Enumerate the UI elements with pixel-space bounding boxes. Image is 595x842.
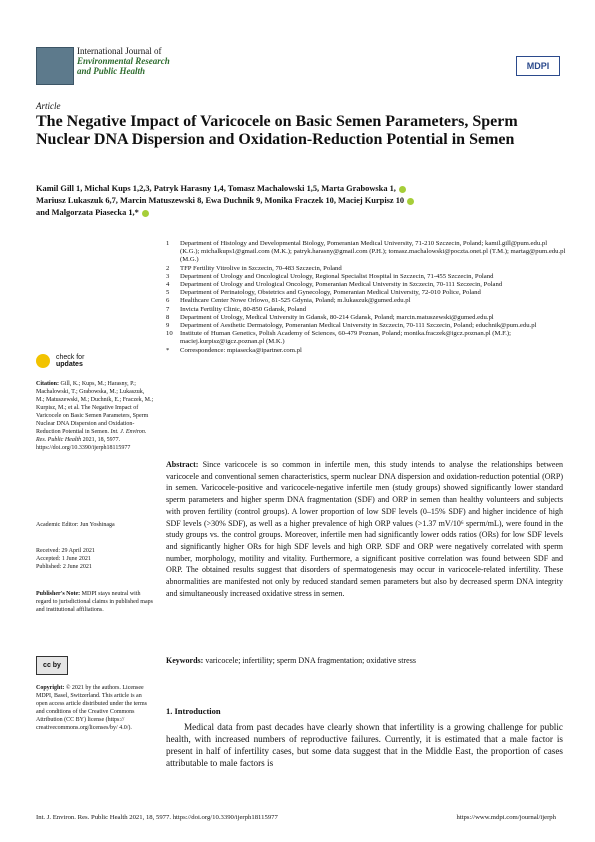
affiliation-text: Healthcare Center Nowe Orlowo, 81-525 Gdynia, Poland; m.lukaszuk@gumed.edu.pl [180,297,411,305]
citation-journal: Int. J. Environ. Res. Public Health [36,429,147,443]
orcid-icon[interactable] [399,186,406,193]
page-footer [36,814,556,821]
keywords [166,655,563,666]
author-list [36,183,556,219]
affiliation-text: Department of Urology and Oncological Urology, Regional Specialist Hospital in Szczecin, 71-455 Szczecin, Poland [180,272,494,280]
authors-text-3: and Malgorzata Piasecka 1,* [36,208,139,217]
journal-line2: Environmental Research [77,56,170,66]
orcid-icon[interactable] [407,198,414,205]
affiliation-number: 7 [166,305,170,313]
affiliation-number: 5 [166,289,170,297]
affiliation-item [166,347,566,355]
affiliation-text: Institute of Human Genetics, Polish Academy of Sciences, 60-479 Poznan, Poland; monika.fraczek@igcz.poznan.pl (M.F.); maciej.kurpisz@igcz.poznan.pl (M.K.) [180,330,512,346]
publisher-note-label: Publisher's Note: [36,591,81,597]
affiliation-number: 2 [166,264,170,272]
affiliation-number: 9 [166,322,170,330]
affiliation-item [166,330,566,346]
affiliation-text: Department of Perinatology, Obstetrics and Gynecology, Pomeranian Medical University, 72-010 Police, Poland [180,289,481,297]
affiliation-text: Department of Aesthetic Dermatology, Pomeranian Medical University in Szczecin, 70-111 Szczecin, Poland; educhnik@pum.edu.pl [180,322,537,330]
affiliation-item [166,314,566,322]
abstract-label: Abstract: [166,460,199,469]
journal-line3: and Public Health [77,66,146,76]
authors-text-2: Mariusz Lukaszuk 6,7, Marcin Matuszewski 8, Ewa Duchnik 9, Monika Fraczek 10, Maciej Kurpisz 10 [36,196,405,205]
affiliation-item [166,306,566,314]
section-heading: 1. Introduction [166,706,221,716]
orcid-icon[interactable] [142,210,149,217]
check-for-updates-badge[interactable] [36,352,84,370]
abstract [166,459,563,599]
footer-citation: Int. J. Environ. Res. Public Health 2021, 18, 5977. https://doi.org/10.3390/ijerph18115977 [36,814,278,821]
affiliations-list [166,240,566,355]
affiliation-text: Department of Urology and Urological Oncology, Pomeranian Medical University in Szczecin, 70-111 Szczecin, Poland [180,281,503,289]
journal-line1: International Journal of [77,46,162,56]
check-updates-line1: check for [56,354,85,362]
copyright-block [36,684,154,732]
paper-title: The Negative Impact of Varicocele on Basic Semen Parameters, Sperm Nuclear DNA Dispersion and Oxidation-Reduction Potential in Semen [36,113,518,148]
authors-line3 [36,207,556,219]
copyright-label: Copyright: [36,685,65,691]
accepted-date: Accepted: 1 June 2021 [36,556,91,562]
authors-text-1: Kamil Gill 1, Michal Kups 1,2,3, Patryk Harasny 1,4, Tomasz Machalowski 1,5, Marta Grabowska 1, [36,184,396,193]
academic-editor: Academic Editor: Jun Yoshinaga [36,522,115,528]
affiliation-item [166,289,566,297]
affiliation-text: Correspondence: mpiasecka@ipartner.com.pl [180,346,302,354]
affiliation-text: Department of Histology and Developmental Biology, Pomeranian Medical University, 71-210 Szczecin, Poland; kamil.gill@pum.edu.pl (K.G.); michalkups1@gmail.com (M.K.); patryk.harasny@gmail.com (P.H.); tomasz.machalowski@poczta.onet.pl (T.M.); martag@pum.edu.pl (M.G.) [180,240,566,264]
journal-logo-icon [36,47,74,85]
article-type: Article [36,101,61,111]
abstract-text: Since varicocele is so common in infertile men, this study intends to analyse the relationships between varicocele and conventional semen characteristics, sperm nuclear DNA dispersion and oxidation-reduction potential (ORP) in semen. Varicocele-positive and varicocele-negative infertile men (study groups) showed significantly lower standard sperm parameters and higher sperm DNA fragmentation (SDF) and ORP in semen than healthy volunteers and subjects with proven fertility (control groups). A lower proportion of low SDF levels (0–15% SDF) and higher incidence of high SDF levels (>30% SDF), as well as a higher prevalence of high ORP values (>1.37 mV/10⁶ sperm/mL), were found in the study groups vs. the control groups. Moreover, infertile men had significantly lower odds ratios (ORs) for low SDF levels and significantly higher ORs for high SDF levels and high ORP. SDF and ORP were negatively correlated with sperm number, morphology, motility and vitality. Furthermore, a significant positive correlation was found between SDF and ORP. The obtained results suggest that disorders of spermatogenesis may occur in varicocele-related infertility. These abnormalities are manifested not only by reduced standard semen parameters but also by decreased sperm DNA integrity and simultaneously increased oxidative stress in semen. [166,460,564,598]
intro-paragraph [166,721,563,769]
journal-name [77,46,237,76]
citation-details: 2021, 18, 5977. https://doi.org/10.3390/ijerph18115977 [36,437,131,451]
citation-label: Citation: [36,381,59,387]
affiliation-number: * [166,346,170,354]
cc-by-license-icon[interactable]: cc by [36,656,68,675]
copyright-text: © 2021 by the authors. Licensee MDPI, Basel, Switzerland. This article is an open access article distributed under the terms and conditions of the Creative Commons Attribution (CC BY) license (https:// creativecommons.org/licenses/by/ 4.0/). [36,685,147,731]
affiliation-text: TFP Fertility Vitrolive in Szczecin, 70-483 Szczecin, Poland [180,264,342,272]
affiliation-text: Department of Urology, Medical University in Gdansk, 80-214 Gdansk, Poland; marcin.matuszewski@gumed.edu.pl [180,313,494,321]
affiliation-number: 1 [166,240,170,247]
citation-text: Gill, K.; Kups, M.; Harasny, P.; Machalowski, T.; Grabowska, M.; Lukaszuk, M.; Matuszewski, M.; Duchnik, E.; Fraczek, M.; Kurpisz, M.; et al. The Negative Impact of Varicocele on Basic Semen Parameters, Sperm Nuclear DNA Dispersion and Oxidation-Reduction Potential in Semen. [36,381,154,435]
authors-line1 [36,183,556,195]
mdpi-logo: MDPI [516,56,560,76]
publisher-note-text: MDPI stays neutral with regard to jurisdictional claims in published maps and institutional affiliations. [36,591,153,613]
affiliation-item [166,273,566,281]
keywords-text: varicocele; infertility; sperm DNA fragmentation; oxidative stress [205,656,416,665]
check-updates-icon [36,354,50,368]
affiliation-text: Invicta Fertility Clinic, 80-850 Gdansk, Poland [180,305,307,313]
affiliation-number: 4 [166,281,170,289]
affiliation-item [166,240,566,265]
affiliation-number: 3 [166,272,170,280]
citation-block [36,380,154,452]
affiliation-number: 10 [166,330,173,338]
affiliation-number: 8 [166,313,170,321]
publisher-note [36,590,154,614]
keywords-label: Keywords: [166,656,204,665]
affiliation-number: 6 [166,297,170,305]
received-date: Received: 29 April 2021 [36,548,95,554]
affiliation-item [166,322,566,330]
check-updates-line2: updates [56,361,83,369]
dates-block [36,547,154,571]
footer-url[interactable]: https://www.mdpi.com/journal/ijerph [456,814,556,821]
intro-text: Medical data from past decades have clearly shown that infertility is a growing challenge for public health, with increased numbers of reproductive failures. Currently, it is estimated that a male factor is present in half of infertility cases, but some data suggest that in the Middle East, the proportion of cases attributable to male factors is [166,722,563,768]
affiliation-item [166,265,566,273]
authors-line2 [36,195,556,207]
published-date: Published: 2 June 2021 [36,564,92,570]
affiliation-item [166,281,566,289]
affiliation-item [166,297,566,305]
